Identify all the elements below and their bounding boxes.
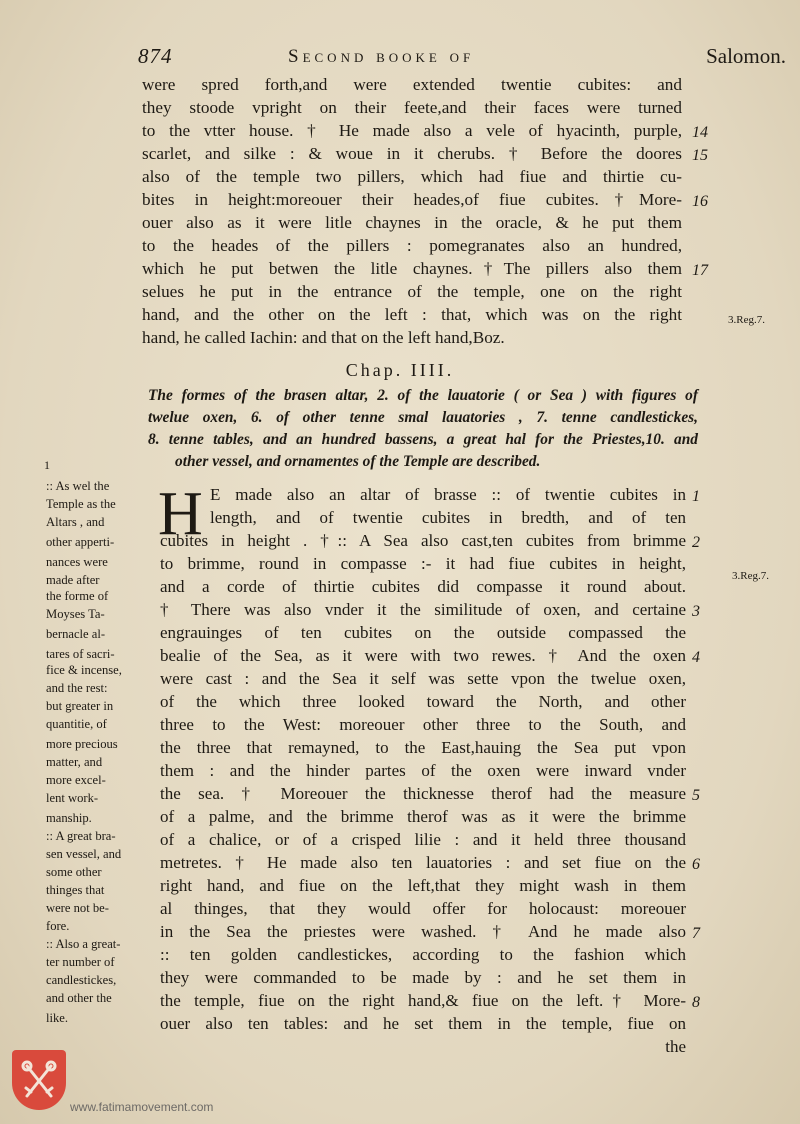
text-line: also of the temple two pillers, which had fiue and thirtie cu- <box>142 167 682 186</box>
chapter-summary-line: 8. tenne tables, and an hundred bassens, a great hal for the Priestes,10. and <box>148 431 698 448</box>
margin-note: Temple as the <box>46 497 116 511</box>
text-line: of a chalice, or of a crisped lilie : and it held three thousand <box>160 830 686 849</box>
margin-note: sen vessel, and <box>46 847 122 861</box>
verse-number: 17 <box>692 262 708 279</box>
verse-number: 1 <box>692 488 700 505</box>
chapter-summary-line: twelue oxen, 6. of other tenne smal lauatories , 7. tenne candlestickes, <box>148 409 698 426</box>
text-line: which he put betwen the litle chaynes.†The pillers also them <box>142 259 682 278</box>
verse-number: 16 <box>692 193 708 210</box>
crossed-keys-icon <box>19 1058 59 1102</box>
margin-note: some other <box>46 865 102 879</box>
margin-note: matter, and <box>46 755 103 769</box>
text-line: the three that remayned, to the East,hauing the Sea put vpon <box>160 738 686 757</box>
chapter-heading: Chap. IIII. <box>345 360 455 380</box>
text-line: metretes. † He made also ten lauatories : and set fiue on the <box>160 853 686 872</box>
text-line: bites in height:moreouer their heades,of fiue cubites.†More- <box>142 190 682 209</box>
verse-number: 4 <box>692 649 700 666</box>
text-line: they stoode vpright on their feete,and their faces were turned <box>142 98 682 117</box>
text-line: in the Sea the priestes were washed. † And he made also <box>160 922 686 941</box>
margin-note: fice & incense, <box>46 663 122 677</box>
margin-note: :: A great bra- <box>46 829 116 843</box>
margin-note: manship. <box>46 811 92 825</box>
margin-note: more precious <box>46 737 118 751</box>
running-title: Second booke of <box>288 46 475 67</box>
text-line: right hand, and fiue on the left,that they might wash in them <box>160 876 686 895</box>
text-line: and a corde of thirtie cubites did compasse it round about. <box>160 577 686 596</box>
text-line: E made also an altar of brasse :: of twentie cubites in <box>210 485 686 504</box>
margin-note: were not be- <box>46 901 109 915</box>
margin-note: :: Also a great- <box>46 937 121 951</box>
text-line: three to the West: moreouer other three to the South, and <box>160 715 686 734</box>
text-line: engrauinges of ten cubites on the outside compassed the <box>160 623 686 642</box>
margin-note: and other the <box>46 991 112 1005</box>
text-line: :: ten golden candlestickes, according to the fashion which <box>160 945 686 964</box>
chapter-summary-line: The formes of the brasen altar, 2. of the lauatorie ( or Sea ) with figures of <box>148 387 698 404</box>
margin-note: :: As wel the <box>46 479 110 493</box>
text-line: to the vtter house. † He made also a vele of hyacinth, purple, <box>142 121 682 140</box>
text-line: they were commanded to be made by : and he set them in <box>160 968 686 987</box>
site-logo <box>12 1050 66 1110</box>
margin-note: quantitie, of <box>46 717 107 731</box>
margin-note: Altars , and <box>46 515 105 529</box>
running-title-right: Salomon. <box>706 44 786 68</box>
text-line: of a palme, and the brimme therof was as it were the brimme <box>160 807 686 826</box>
text-line: length, and of twentie cubites in bredth, and of ten <box>210 508 686 527</box>
verse-number: 6 <box>692 856 700 873</box>
text-line: the sea. † Moreouer the thicknesse therof had the measure <box>160 784 686 803</box>
text-line: hand, he called Iachin: and that on the left hand,Boz. <box>142 328 505 347</box>
margin-note: lent work- <box>46 791 99 805</box>
text-line: them : and the hinder partes of the oxen were inward vnder <box>160 761 686 780</box>
margin-note: more excel- <box>46 773 106 787</box>
catchword: the <box>665 1037 686 1056</box>
margin-note: thinges that <box>46 883 105 897</box>
text-line: al thinges, that they would offer for holocaust: moreouer <box>160 899 686 918</box>
margin-note: made after <box>46 573 100 587</box>
text-line: were cast : and the Sea it self was sette vpon the twelue oxen, <box>160 669 686 688</box>
text-line: scarlet, and silke : & woue in it cherubs. † Before the doores <box>142 144 682 163</box>
text-line: ouer also as it were litle chaynes in the oracle, & he put them <box>142 213 682 232</box>
drop-cap: H <box>158 480 203 548</box>
text-line: bealie of the Sea, as it were with two rewes. † And the oxen <box>160 646 686 665</box>
text-line: the temple, fiue on the right hand,& fiue on the left.† More- <box>160 991 686 1010</box>
margin-reference: 3.Reg.7. <box>728 314 765 326</box>
text-line: † There was also vnder it the similitude of oxen, and certaine <box>160 600 686 619</box>
chapter-summary-line: other vessel, and ornamentes of the Temple are described. <box>175 453 541 470</box>
margin-note: other apperti- <box>46 535 115 549</box>
website-url[interactable]: www.fatimamovement.com <box>70 1100 214 1114</box>
text-line: cubites in height . †:: A Sea also cast,ten cubites from brimme <box>160 531 686 550</box>
verse-number: 5 <box>692 787 700 804</box>
margin-note: and the rest: <box>46 681 108 695</box>
margin-note: fore. <box>46 919 70 933</box>
verse-number: 8 <box>692 994 700 1011</box>
margin-note: candlestickes, <box>46 973 117 987</box>
text-line: to the heades of the pillers : pomegranates also an hundred, <box>142 236 682 255</box>
margin-reference: 3.Reg.7. <box>732 570 769 582</box>
margin-note: the forme of <box>46 589 109 603</box>
verse-number: 3 <box>692 603 700 620</box>
text-line: to brimme, round in compasse :- it had fiue cubites in height, <box>160 554 686 573</box>
text-line: ouer also ten tables: and he set them in the temple, fiue on <box>160 1014 686 1033</box>
margin-note: nances were <box>46 555 108 569</box>
column-mark: 1 <box>44 458 50 472</box>
text-line: were spred forth,and were extended twentie cubites: and <box>142 75 682 94</box>
page-header <box>138 42 786 72</box>
verse-number: 7 <box>692 925 700 942</box>
margin-note: like. <box>46 1011 69 1025</box>
verse-number: 15 <box>692 147 708 164</box>
verse-number: 2 <box>692 534 700 551</box>
page-number: 874 <box>138 44 173 68</box>
text-line: hand, and the other on the left : that, which was on the right <box>142 305 682 324</box>
margin-note: Moyses Ta- <box>46 607 105 621</box>
margin-note: tares of sacri- <box>46 647 115 661</box>
text-line: of the which three looked toward the North, and other <box>160 692 686 711</box>
margin-note: but greater in <box>46 699 114 713</box>
verse-number: 14 <box>692 124 708 141</box>
margin-note: bernacle al- <box>46 627 106 641</box>
text-line: selues he put in the entrance of the temple, one on the right <box>142 282 682 301</box>
margin-note: ter number of <box>46 955 115 969</box>
